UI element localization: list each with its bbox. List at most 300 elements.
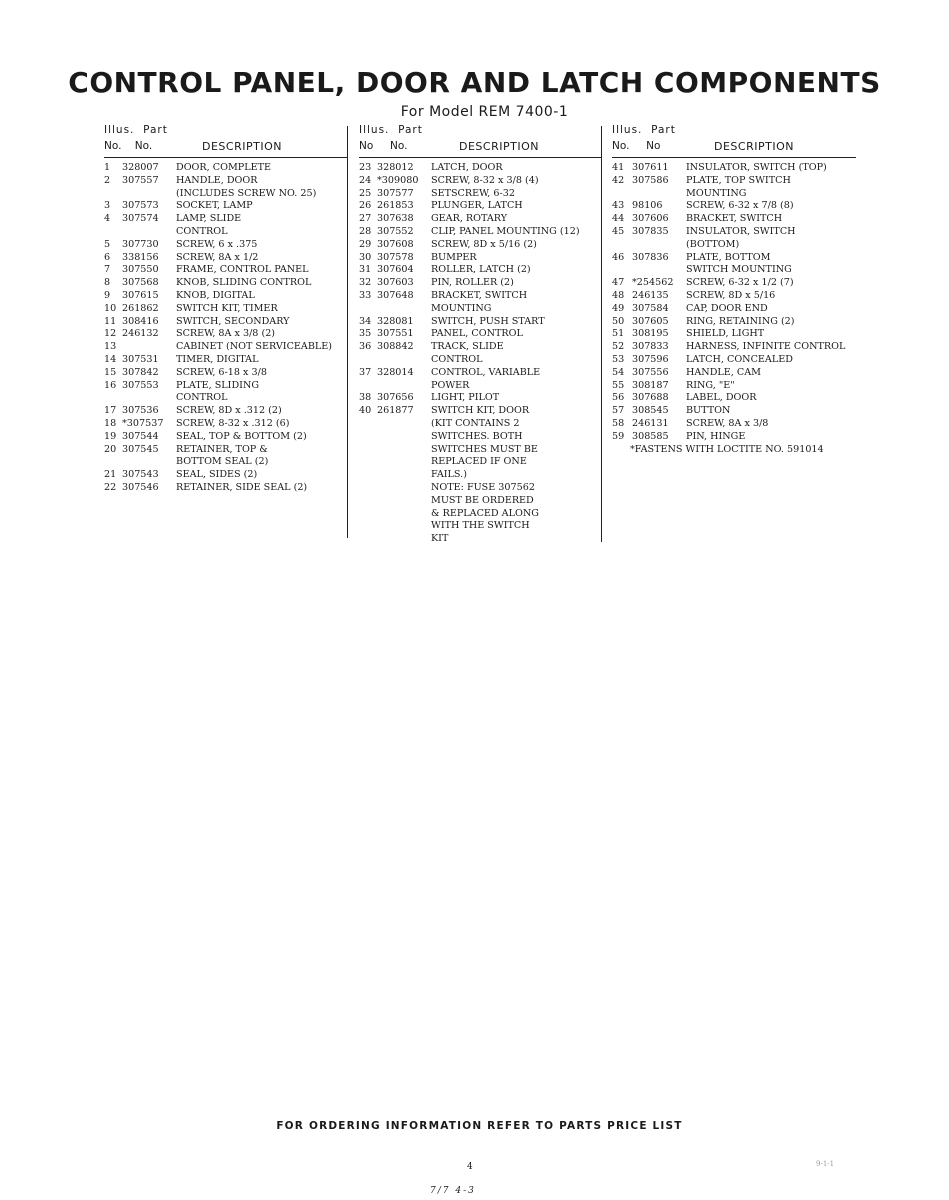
illus-no: 35 <box>359 328 372 340</box>
description: SEAL, TOP & BOTTOM (2) <box>176 430 307 442</box>
description: HANDLE, DOOR <box>176 174 258 186</box>
description: PLATE, BOTTOM <box>686 251 771 263</box>
part-no <box>377 431 431 444</box>
illus-no: 51 <box>612 328 625 340</box>
illus-no: 8 <box>104 277 111 289</box>
description: SCREW, 8A x 3/8 <box>686 417 769 429</box>
illus-no: 43 <box>612 200 625 212</box>
illus-no-label: No. <box>104 140 122 152</box>
page-title: CONTROL PANEL, DOOR AND LATCH COMPONENTS <box>68 66 881 99</box>
description: LATCH, CONCEALED <box>686 353 793 365</box>
illus-no: 24 <box>359 174 372 186</box>
table-row <box>359 252 601 265</box>
table-row <box>104 392 348 405</box>
illus-no: 18 <box>104 417 117 429</box>
illus-no: 10 <box>104 302 117 314</box>
illus-no <box>359 303 377 316</box>
table-row <box>612 264 856 277</box>
table-row <box>359 226 601 239</box>
header-rule <box>359 157 601 158</box>
description: CONTROL <box>176 225 228 237</box>
description: SWITCH KIT, TIMER <box>176 302 278 314</box>
table-row <box>612 213 856 226</box>
part-no: 307836 <box>632 251 669 263</box>
part-no: 307688 <box>632 392 669 404</box>
illus-no: 14 <box>104 353 117 365</box>
table-row <box>612 392 856 405</box>
part-no-label: No <box>646 140 661 152</box>
part-no: 307606 <box>632 213 669 225</box>
part-label: Part <box>651 124 676 136</box>
part-no <box>377 520 431 533</box>
table-row <box>104 290 348 303</box>
table-row <box>612 200 856 213</box>
description: HARNESS, INFINITE CONTROL <box>686 341 846 353</box>
part-no: 246135 <box>632 289 669 301</box>
illus-no <box>359 354 377 367</box>
illus-no: 28 <box>359 225 372 237</box>
illus-no <box>359 418 377 431</box>
part-no <box>122 341 176 354</box>
table-row <box>104 200 348 213</box>
table-row <box>104 277 348 290</box>
description: KIT <box>431 533 449 545</box>
table-row <box>359 354 601 367</box>
table-row <box>612 354 856 367</box>
illus-no: 46 <box>612 251 625 263</box>
table-row <box>612 303 856 316</box>
parts-list <box>612 162 856 444</box>
part-no <box>377 482 431 495</box>
description: BRACKET, SWITCH <box>431 289 528 301</box>
description: SHIELD, LIGHT <box>686 328 765 340</box>
part-no <box>377 354 431 367</box>
part-no: 246131 <box>632 417 669 429</box>
part-no: 307552 <box>377 225 414 237</box>
illus-label: Illus. <box>612 124 643 136</box>
column-header <box>359 124 601 156</box>
illus-no <box>104 226 122 239</box>
part-no: 307615 <box>122 289 159 301</box>
description: (KIT CONTAINS 2 <box>431 417 520 429</box>
table-row <box>612 239 856 252</box>
table-row <box>104 328 348 341</box>
description: SCREW, 8D x 5/16 <box>686 289 776 301</box>
illus-no <box>359 482 377 495</box>
part-no: 261862 <box>122 302 159 314</box>
part-no <box>377 469 431 482</box>
part-no: 307656 <box>377 392 414 404</box>
description: BUMPER <box>431 251 477 263</box>
table-row <box>104 418 348 431</box>
part-no: 307842 <box>122 366 159 378</box>
table-row <box>612 226 856 239</box>
description: CLIP, PANEL MOUNTING (12) <box>431 225 580 237</box>
illus-no: 20 <box>104 443 117 455</box>
part-no: 307604 <box>377 264 414 276</box>
part-no <box>377 444 431 457</box>
part-no <box>377 533 431 546</box>
illus-no: 57 <box>612 405 625 417</box>
description: INSULATOR, SWITCH <box>686 225 796 237</box>
description: TRACK, SLIDE <box>431 341 504 353</box>
table-row <box>104 469 348 482</box>
illus-no: 22 <box>104 481 117 493</box>
description: MOUNTING <box>431 302 492 314</box>
column-divider <box>601 126 602 542</box>
illus-no: 13 <box>104 341 117 353</box>
part-no: 308187 <box>632 379 669 391</box>
part-no: 328007 <box>122 162 159 173</box>
description: INSULATOR, SWITCH (TOP) <box>686 162 827 173</box>
part-no <box>632 239 686 252</box>
illus-no <box>359 456 377 469</box>
table-row <box>359 444 601 457</box>
corner-mark: 9-1-1 <box>816 1160 835 1168</box>
table-row <box>104 316 348 329</box>
illus-no: 33 <box>359 289 372 301</box>
illus-no: 29 <box>359 238 372 250</box>
illus-no: 19 <box>104 430 117 442</box>
illus-no: 53 <box>612 353 625 365</box>
description-label: DESCRIPTION <box>714 140 794 153</box>
part-no: 307605 <box>632 315 669 327</box>
table-row <box>359 456 601 469</box>
part-no <box>632 188 686 201</box>
illus-no: 4 <box>104 213 111 225</box>
table-row <box>104 380 348 393</box>
part-no: 338156 <box>122 251 159 263</box>
description: RETAINER, SIDE SEAL (2) <box>176 481 308 493</box>
illus-no: 9 <box>104 289 111 301</box>
description: WITH THE SWITCH <box>431 520 530 532</box>
table-row <box>359 290 601 303</box>
parts-list <box>359 162 601 546</box>
table-row <box>359 316 601 329</box>
table-row <box>104 264 348 277</box>
parts-column-1 <box>104 124 348 495</box>
illus-no <box>104 188 122 201</box>
table-row <box>104 175 348 188</box>
part-no: 308195 <box>632 328 669 340</box>
description: PIN, HINGE <box>686 430 746 442</box>
part-no <box>122 226 176 239</box>
description: MUST BE ORDERED <box>431 494 534 506</box>
part-no: 328012 <box>377 162 414 173</box>
table-row <box>104 226 348 239</box>
table-row <box>359 213 601 226</box>
illus-no: 36 <box>359 341 372 353</box>
part-no: 307730 <box>122 238 159 250</box>
table-row <box>612 405 856 418</box>
illus-no: 25 <box>359 187 372 199</box>
description: SCREW, 6-18 x 3/8 <box>176 366 267 378</box>
column-header <box>104 124 348 156</box>
description: SWITCH MOUNTING <box>686 264 792 276</box>
illus-no <box>612 239 632 252</box>
table-row <box>612 277 856 290</box>
description: CONTROL <box>431 353 483 365</box>
part-no <box>632 264 686 277</box>
description: PANEL, CONTROL <box>431 328 523 340</box>
table-row <box>612 188 856 201</box>
illus-label: Illus. <box>104 124 135 136</box>
table-row <box>359 418 601 431</box>
description: BRACKET, SWITCH <box>686 213 783 225</box>
description: SCREW, 8-32 x .312 (6) <box>176 417 290 429</box>
part-no-label: No. <box>389 140 408 152</box>
illus-no: 37 <box>359 366 372 378</box>
description: HANDLE, CAM <box>686 366 761 378</box>
description: SWITCHES. BOTH <box>431 430 523 442</box>
table-row <box>359 188 601 201</box>
part-no: 307584 <box>632 302 669 314</box>
table-row <box>104 188 348 201</box>
part-no: 307545 <box>122 443 159 455</box>
table-row <box>104 405 348 418</box>
table-row <box>104 252 348 265</box>
description: SWITCHES MUST BE <box>431 443 538 455</box>
illus-no <box>104 392 122 405</box>
illus-no: 58 <box>612 417 625 429</box>
part-no: 308842 <box>377 341 414 353</box>
illus-no: 15 <box>104 366 117 378</box>
part-no: 307611 <box>632 162 669 173</box>
table-row <box>104 303 348 316</box>
part-no: 307603 <box>377 277 414 289</box>
part-no: 307553 <box>122 379 159 391</box>
description: PLUNGER, LATCH <box>431 200 523 212</box>
illus-no: 12 <box>104 328 117 340</box>
part-no: 328014 <box>377 366 414 378</box>
part-no-label: No. <box>134 140 153 152</box>
part-no: 98106 <box>632 200 663 212</box>
description: CABINET (NOT SERVICEABLE) <box>176 341 333 353</box>
description: DOOR, COMPLETE <box>176 162 272 173</box>
description: RING, "E" <box>686 379 735 391</box>
description-label: DESCRIPTION <box>202 140 282 153</box>
illus-no: 6 <box>104 251 111 263</box>
description: RING, RETAINING (2) <box>686 315 795 327</box>
column-header <box>612 124 856 156</box>
table-row <box>612 290 856 303</box>
part-no: 307531 <box>122 353 159 365</box>
part-no <box>122 392 176 405</box>
description: SCREW, 6-32 x 1/2 (7) <box>686 277 794 289</box>
loctite-note: *FASTENS WITH LOCTITE NO. 591014 <box>630 443 824 455</box>
illus-no <box>359 520 377 533</box>
description: SOCKET, LAMP <box>176 200 253 212</box>
description: SCREW, 8A x 3/8 (2) <box>176 328 276 340</box>
table-row <box>359 162 601 175</box>
part-no: 307550 <box>122 264 159 276</box>
table-row <box>612 380 856 393</box>
part-no: 307586 <box>632 174 669 186</box>
table-row <box>104 213 348 226</box>
table-row <box>612 328 856 341</box>
description: TIMER, DIGITAL <box>176 353 259 365</box>
table-row <box>612 316 856 329</box>
part-no: 307648 <box>377 289 414 301</box>
illus-no: 23 <box>359 162 372 173</box>
description: SWITCH, PUSH START <box>431 315 545 327</box>
description: CAP, DOOR END <box>686 302 768 314</box>
illus-no: 7 <box>104 264 111 276</box>
description: POWER <box>431 379 470 391</box>
illus-no: 50 <box>612 315 625 327</box>
illus-no: 59 <box>612 430 625 442</box>
description: CONTROL, VARIABLE <box>431 366 541 378</box>
table-row <box>612 341 856 354</box>
table-row <box>359 367 601 380</box>
part-no <box>122 456 176 469</box>
illus-no: 1 <box>104 162 111 173</box>
illus-no: 44 <box>612 213 625 225</box>
part-no: 307568 <box>122 277 159 289</box>
illus-no <box>359 380 377 393</box>
table-row <box>359 303 601 316</box>
header-rule <box>104 157 348 158</box>
part-no: 308545 <box>632 405 669 417</box>
part-no <box>377 456 431 469</box>
description: (BOTTOM) <box>686 238 740 250</box>
table-row <box>359 380 601 393</box>
illus-no <box>359 533 377 546</box>
description: RETAINER, TOP & <box>176 443 268 455</box>
illus-no: 49 <box>612 302 625 314</box>
part-no: 307835 <box>632 225 669 237</box>
illus-no <box>359 508 377 521</box>
description: ROLLER, LATCH (2) <box>431 264 531 276</box>
table-row <box>104 354 348 367</box>
table-row <box>104 341 348 354</box>
part-no <box>377 418 431 431</box>
description: REPLACED IF ONE <box>431 456 527 468</box>
table-row <box>359 405 601 418</box>
part-no: 307557 <box>122 174 159 186</box>
table-row <box>359 495 601 508</box>
description: SCREW, 6-32 x 7/8 (8) <box>686 200 794 212</box>
table-row <box>612 175 856 188</box>
description: SETSCREW, 6-32 <box>431 187 515 199</box>
document-code: 7/7 4-3 <box>430 1186 476 1196</box>
part-no: 261853 <box>377 200 414 212</box>
description: (INCLUDES SCREW NO. 25) <box>176 187 317 199</box>
table-row <box>359 200 601 213</box>
ordering-info: FOR ORDERING INFORMATION REFER TO PARTS PRICE LIST <box>276 1120 683 1132</box>
table-row <box>359 482 601 495</box>
table-row <box>104 239 348 252</box>
illus-no: 27 <box>359 213 372 225</box>
illus-no: 3 <box>104 200 111 212</box>
illus-no: 40 <box>359 405 372 417</box>
part-no: 307578 <box>377 251 414 263</box>
description: SWITCH, SECONDARY <box>176 315 290 327</box>
description: SCREW, 8-32 x 3/8 (4) <box>431 174 539 186</box>
illus-no: 2 <box>104 174 111 186</box>
illus-no: 45 <box>612 225 625 237</box>
description: PIN, ROLLER (2) <box>431 277 514 289</box>
description: LAMP, SLIDE <box>176 213 242 225</box>
description: SWITCH KIT, DOOR <box>431 405 530 417</box>
table-row <box>612 367 856 380</box>
table-row <box>104 456 348 469</box>
part-no: 307638 <box>377 213 414 225</box>
illus-no: 32 <box>359 277 372 289</box>
illus-no: 55 <box>612 379 625 391</box>
description: & REPLACED ALONG <box>431 507 539 519</box>
illus-no <box>359 444 377 457</box>
illus-no: 34 <box>359 315 372 327</box>
illus-no: 38 <box>359 392 372 404</box>
illus-no <box>359 431 377 444</box>
table-row <box>104 482 348 495</box>
part-no: 307596 <box>632 353 669 365</box>
description: SCREW, 6 x .375 <box>176 238 258 250</box>
table-row <box>104 162 348 175</box>
table-row <box>359 277 601 290</box>
part-no: *254562 <box>632 277 674 289</box>
description: SCREW, 8A x 1/2 <box>176 251 259 263</box>
part-no: 307577 <box>377 187 414 199</box>
illus-no: 30 <box>359 251 372 263</box>
illus-no: 17 <box>104 405 117 417</box>
parts-column-3 <box>612 124 856 456</box>
table-row <box>359 520 601 533</box>
description: FRAME, CONTROL PANEL <box>176 264 309 276</box>
illus-no: 26 <box>359 200 372 212</box>
illus-no: 21 <box>104 469 117 481</box>
description: PLATE, SLIDING <box>176 379 260 391</box>
table-row <box>359 264 601 277</box>
table-row <box>104 431 348 444</box>
illus-no: 11 <box>104 315 117 327</box>
part-label: Part <box>143 124 168 136</box>
description: GEAR, ROTARY <box>431 213 508 225</box>
table-row <box>104 367 348 380</box>
description: PLATE, TOP SWITCH <box>686 174 791 186</box>
part-no: 307551 <box>377 328 414 340</box>
table-row <box>104 444 348 457</box>
part-no <box>377 380 431 393</box>
illus-no: 16 <box>104 379 117 391</box>
table-row <box>612 431 856 444</box>
part-no: 307608 <box>377 238 414 250</box>
table-row <box>612 418 856 431</box>
description: FAILS.) <box>431 469 467 481</box>
illus-no <box>612 188 632 201</box>
illus-no: 41 <box>612 162 625 173</box>
part-no: *309080 <box>377 174 419 186</box>
part-no <box>377 495 431 508</box>
description: BUTTON <box>686 405 731 417</box>
part-no <box>377 508 431 521</box>
description: SEAL, SIDES (2) <box>176 469 258 481</box>
table-row <box>359 431 601 444</box>
description: CONTROL <box>176 392 228 404</box>
description: KNOB, DIGITAL <box>176 289 255 301</box>
page-number: 4 <box>467 1162 473 1172</box>
description: SCREW, 8D x .312 (2) <box>176 405 282 417</box>
illus-no-label: No <box>359 140 374 152</box>
part-no: 307833 <box>632 341 669 353</box>
part-no: *307537 <box>122 417 164 429</box>
part-no: 308416 <box>122 315 159 327</box>
illus-no: 48 <box>612 289 625 301</box>
table-row <box>359 392 601 405</box>
part-label: Part <box>398 124 423 136</box>
illus-no <box>612 264 632 277</box>
